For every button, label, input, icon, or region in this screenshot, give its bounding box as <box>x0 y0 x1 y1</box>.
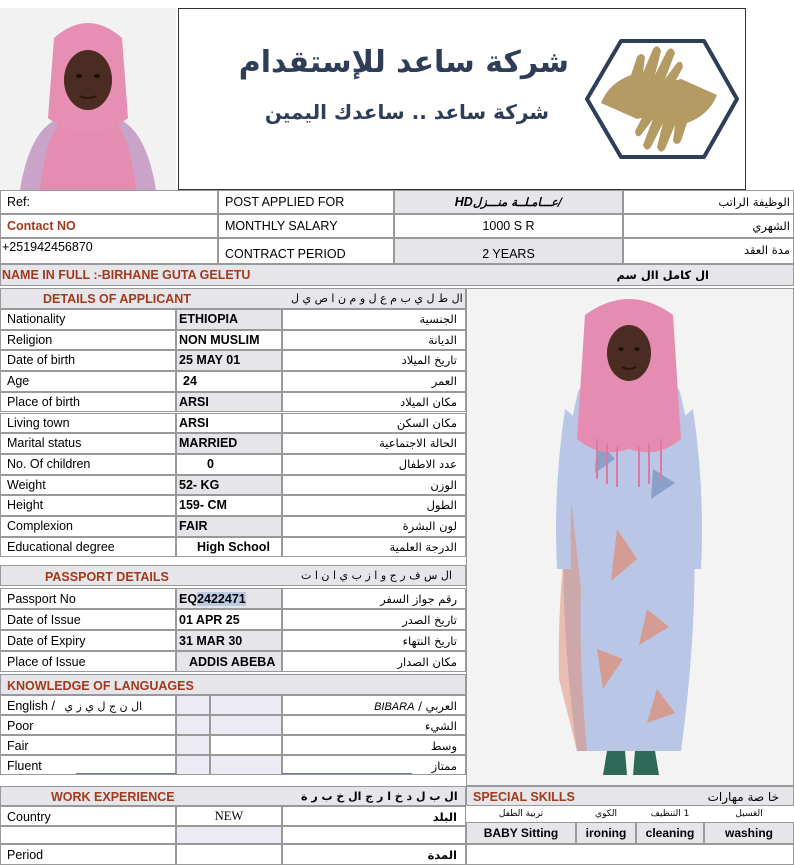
passport-label: Date of Expiry <box>0 630 176 651</box>
ref-cell <box>0 190 218 214</box>
fluent-underline <box>282 773 412 774</box>
work-blank-2 <box>176 826 282 844</box>
applicant-row <box>0 433 466 454</box>
helping-hands-logo-icon <box>579 31 739 166</box>
applicant-value: ETHIOPIA <box>176 309 282 330</box>
applicant-label: Height <box>0 495 176 516</box>
country-value: NEW <box>214 809 244 823</box>
contact-value-cell <box>0 238 218 264</box>
post-label: POST APPLIED FOR <box>225 195 345 209</box>
lang-level-cell <box>210 715 282 735</box>
full-name: NAME IN FULL :-BIRHANE GUTA GELETU <box>2 268 251 282</box>
passport-label-ar: تاريخ النتهاء <box>282 630 466 651</box>
applicant-label-ar: لون البشرة <box>282 516 466 537</box>
salary-label-cell <box>218 214 394 238</box>
passport-label-ar: مكان الصدار <box>282 651 466 672</box>
applicant-label: Nationality <box>0 309 176 330</box>
portrait-person-icon <box>0 8 176 190</box>
applicant-label-ar: مكان الميلاد <box>282 392 466 413</box>
applicant-label: Educational degree <box>0 537 176 558</box>
country-value-cell <box>176 806 282 826</box>
passport-value: 01 APR 25 <box>176 609 282 630</box>
applicant-label: No. Of children <box>0 454 176 475</box>
post-value-en: HD <box>454 195 473 209</box>
arabic-label-ar: العربي / <box>418 699 457 713</box>
name-row <box>0 264 794 286</box>
applicant-row <box>0 350 466 371</box>
english-label-ar: ال ن ج ل ي ز ي <box>64 700 143 713</box>
skill-item: cleaning <box>636 822 704 844</box>
applicant-label: Date of birth <box>0 350 176 371</box>
applicant-label-ar: الدرجة العلمية <box>282 537 466 558</box>
lang-row <box>0 715 466 735</box>
passport-no-value <box>176 588 282 609</box>
skills-section-header <box>466 786 794 806</box>
passport-value: 31 MAR 30 <box>176 630 282 651</box>
applicant-row <box>0 475 466 496</box>
salary-value-cell <box>394 214 623 238</box>
skills-blank-row <box>466 844 794 865</box>
applicant-section-header <box>0 288 466 309</box>
country-ar: البلد <box>432 810 457 824</box>
salary-label-ar: الشهري <box>752 219 790 233</box>
lang-level-cell <box>210 735 282 755</box>
contact-label: Contact NO <box>7 219 76 233</box>
lang-level-cell <box>176 735 210 755</box>
applicant-row <box>0 330 466 351</box>
applicant-label-ar: الجنسية <box>282 309 466 330</box>
portrait-photo <box>0 8 176 190</box>
passport-value: ADDIS ABEBA <box>176 651 282 672</box>
skill-item: ironing <box>576 822 636 844</box>
lang-level-label-ar: الشيء <box>282 715 466 735</box>
applicant-row <box>0 371 466 392</box>
applicant-value: 52- KG <box>176 475 282 496</box>
work-blank-1 <box>0 826 176 844</box>
applicant-value: ARSI <box>176 392 282 413</box>
full-body-person-icon <box>467 289 793 785</box>
passport-row <box>0 630 466 651</box>
passport-title: PASSPORT DETAILS <box>45 570 169 584</box>
post-label-ar-cell <box>623 190 794 214</box>
arabic-label-cell <box>282 695 466 715</box>
contact-value: +251942456870 <box>2 240 93 254</box>
arabic-label-en: BIBARA <box>374 701 415 713</box>
skills-title: SPECIAL SKILLS <box>473 790 575 804</box>
applicant-value: 25 MAY 01 <box>176 350 282 371</box>
applicant-row <box>0 309 466 330</box>
languages-title: KNOWLEDGE OF LANGUAGES <box>7 679 194 693</box>
applicant-row <box>0 454 466 475</box>
period-label-cell <box>0 844 176 865</box>
applicant-value: High School <box>176 537 282 558</box>
skill-header-ar: الكوي <box>595 809 617 819</box>
work-title-ar: ال ب ل د خ ا ر ج ال خ ب ر ة <box>301 790 458 803</box>
applicant-value: FAIR <box>176 516 282 537</box>
country-label: Country <box>7 810 51 824</box>
skill-header-ar: تربية الطفل <box>498 809 544 819</box>
work-title: WORK EXPERIENCE <box>51 790 175 804</box>
passport-section-header <box>0 565 466 586</box>
lang-level-cell <box>210 755 282 775</box>
applicant-value: ARSI <box>176 413 282 434</box>
passport-label-ar: تاريخ الصدر <box>282 609 466 630</box>
lang-cell-1 <box>176 695 210 715</box>
applicant-label-ar: الديانة <box>282 330 466 351</box>
english-label: English / <box>7 699 55 713</box>
applicant-label-ar: الحالة الاجتماعية <box>282 433 466 454</box>
full-body-photo <box>466 288 794 786</box>
contact-label-cell <box>0 214 218 238</box>
post-value-cell <box>394 190 623 214</box>
applicant-label: Weight <box>0 475 176 496</box>
applicant-label: Complexion <box>0 516 176 537</box>
company-slogan: شركة ساعد .. ساعدك اليمين <box>264 100 549 124</box>
lang-row <box>0 755 466 775</box>
salary-label: MONTHLY SALARY <box>225 219 338 233</box>
applicant-label-ar: مكان السكن <box>282 413 466 434</box>
country-label-cell <box>0 806 176 826</box>
salary-label-ar-cell <box>623 214 794 238</box>
applicant-label-ar: عدد الاطفال <box>282 454 466 475</box>
contract-label-ar: مدة العقد <box>744 243 790 257</box>
passport-label: Place of Issue <box>0 651 176 672</box>
applicant-label-ar: الطول <box>282 495 466 516</box>
languages-section-header <box>0 674 466 695</box>
applicant-label-ar: الوزن <box>282 475 466 496</box>
salary-value: 1000 S R <box>482 219 535 233</box>
period-ar: المدة <box>427 848 457 862</box>
lang-level-label-ar: وسط <box>282 735 466 755</box>
ref-label: Ref: <box>7 195 30 209</box>
passport-row <box>0 651 466 672</box>
contract-value: 2 YEARS <box>482 247 535 261</box>
lang-level-cell <box>176 755 210 775</box>
work-section-header <box>0 786 466 806</box>
skills-row <box>466 822 794 844</box>
lang-level-cell <box>176 715 210 735</box>
passport-title-ar: ال س ف ر ج و ا ز ب ي ا ن ا ت <box>301 569 452 582</box>
work-blank-3 <box>282 826 466 844</box>
full-name-ar: ال كامل اال سم <box>616 268 709 282</box>
applicant-label: Place of birth <box>0 392 176 413</box>
country-ar-cell <box>282 806 466 826</box>
applicant-row <box>0 537 466 558</box>
contract-value-cell <box>394 238 623 264</box>
fluent-underline <box>76 773 176 774</box>
contract-label: CONTRACT PERIOD <box>225 247 346 261</box>
applicant-label: Marital status <box>0 433 176 454</box>
passport-no-number: 2422471 <box>197 592 246 606</box>
english-row <box>0 695 466 715</box>
company-title: شركة ساعد للإستقدام <box>238 45 569 80</box>
post-value-ar: عـــامـلــة منـــزل/ <box>472 195 563 209</box>
applicant-label-ar: تاريخ الميلاد <box>282 350 466 371</box>
passport-no-label: Passport No <box>0 588 176 609</box>
skills-title-ar: خا صة مهارات <box>707 790 779 804</box>
lang-level-label-ar: ممتاز <box>282 755 466 775</box>
period-ar-cell <box>282 844 466 865</box>
applicant-label: Religion <box>0 330 176 351</box>
applicant-row <box>0 413 466 434</box>
passport-no-prefix: EQ <box>179 592 198 606</box>
contract-label-ar-cell <box>623 238 794 264</box>
passport-no-row <box>0 588 466 609</box>
post-label-ar: الوظيفة الراتب <box>718 195 790 209</box>
applicant-label: Living town <box>0 413 176 434</box>
applicant-label: Age <box>0 371 176 392</box>
skill-header-ar: 1 التنظيف <box>650 809 690 819</box>
applicant-value: 159- CM <box>176 495 282 516</box>
passport-no-ar: رقم جواز السفر <box>282 588 466 609</box>
skills-ar-row <box>466 806 794 822</box>
passport-label: Date of Issue <box>0 609 176 630</box>
company-banner <box>178 8 746 190</box>
english-label-cell <box>0 695 176 715</box>
applicant-title-ar: ال ط ل ي ب م ع ل و م ن ا ص ي ل <box>291 292 463 305</box>
contract-label-cell <box>218 238 394 264</box>
applicant-row <box>0 392 466 413</box>
lang-row <box>0 735 466 755</box>
applicant-value: MARRIED <box>176 433 282 454</box>
skill-header-ar: الغسيل <box>735 809 763 819</box>
applicant-title: DETAILS OF APPLICANT <box>43 292 191 306</box>
post-label-cell <box>218 190 394 214</box>
applicant-label-ar: العمر <box>282 371 466 392</box>
lang-level-label: Fluent <box>0 755 176 775</box>
period-label: Period <box>7 848 44 862</box>
applicant-value: NON MUSLIM <box>176 330 282 351</box>
lang-level-label: Fair <box>0 735 176 755</box>
passport-row <box>0 609 466 630</box>
skill-item: washing <box>704 822 794 844</box>
applicant-value: 0 <box>176 454 282 475</box>
applicant-row <box>0 516 466 537</box>
applicant-row <box>0 495 466 516</box>
period-value-cell <box>176 844 282 865</box>
skill-item: BABY Sitting <box>466 822 576 844</box>
lang-level-label: Poor <box>0 715 176 735</box>
applicant-value: 24 <box>176 371 282 392</box>
lang-cell-2 <box>210 695 282 715</box>
